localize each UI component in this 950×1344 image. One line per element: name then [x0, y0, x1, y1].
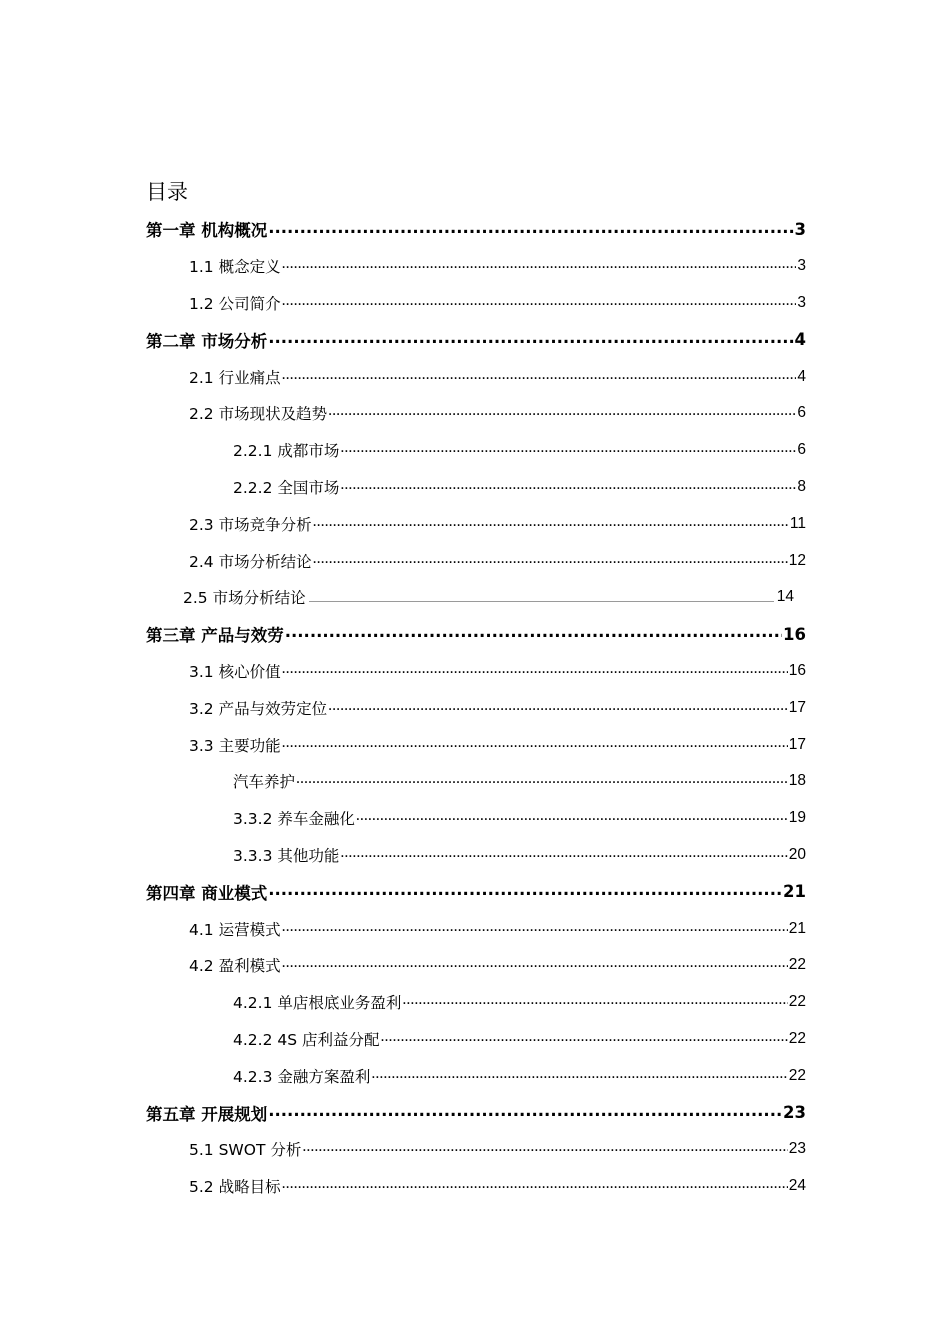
- toc-title: 目录: [146, 180, 188, 204]
- toc-leader: [356, 810, 788, 826]
- toc-subsection[interactable]: [0, 469, 950, 506]
- toc-chapter-3[interactable]: [0, 616, 950, 653]
- toc-section[interactable]: [0, 910, 950, 947]
- toc-chapter-2[interactable]: [0, 321, 950, 358]
- toc-entry-label: 第二章 市场分析: [146, 328, 268, 352]
- toc-entry-label: 2.5 市场分析结论: [183, 586, 307, 608]
- toc-subsection[interactable]: [0, 1057, 950, 1094]
- toc-section[interactable]: [0, 1131, 950, 1168]
- toc-entry-label: 1.1 概念定义: [189, 255, 282, 277]
- toc-entry-label: 4.2.1 单店根底业务盈利: [233, 991, 402, 1013]
- toc-entry-label: 第一章 机构概况: [146, 217, 268, 241]
- toc-page-number: 21: [788, 919, 806, 937]
- toc-page-number: 11: [789, 514, 806, 532]
- toc-section[interactable]: [0, 358, 950, 395]
- toc-leader: [268, 221, 793, 238]
- toc-entry-label: 3.3.2 养车金融化: [233, 807, 356, 829]
- toc-leader: [268, 1104, 782, 1121]
- toc-chapter-4[interactable]: [0, 873, 950, 910]
- toc-page-number: 20: [788, 845, 806, 863]
- toc-page-number: 3: [797, 257, 806, 275]
- toc-leader: [285, 626, 782, 643]
- toc-entry-label: 第四章 商业模式: [146, 880, 268, 904]
- toc-section[interactable]: [0, 542, 950, 579]
- toc-page-number: 14: [776, 588, 794, 606]
- toc-entry-label: 第五章 开展规划: [146, 1101, 268, 1125]
- toc-leader-line: [309, 593, 774, 602]
- toc-page-number: 6: [797, 404, 806, 422]
- toc-leader: [381, 1031, 788, 1047]
- toc-entry-label: 1.2 公司简介: [189, 292, 282, 314]
- toc-page-number: 17: [788, 735, 806, 753]
- toc-section[interactable]: [0, 505, 950, 542]
- toc-page-number: 22: [788, 956, 806, 974]
- toc-leader: [268, 332, 793, 349]
- toc-page-number: 22: [788, 993, 806, 1011]
- toc-leader: [268, 883, 782, 900]
- toc-page-number: 18: [788, 772, 806, 790]
- toc-page-number: 16: [783, 624, 806, 644]
- toc-section[interactable]: [0, 1168, 950, 1205]
- toc-page-number: 24: [788, 1177, 806, 1195]
- toc-page-number: 16: [788, 661, 806, 679]
- toc-entry-label: 汽车养护: [233, 770, 296, 792]
- toc-page-number: 22: [788, 1029, 806, 1047]
- toc-page-number: 4: [794, 330, 806, 350]
- toc-leader: [282, 921, 788, 937]
- toc-section[interactable]: [0, 395, 950, 432]
- toc-subsection[interactable]: [0, 1021, 950, 1058]
- toc-chapter-5[interactable]: [0, 1094, 950, 1131]
- toc-leader: [296, 773, 788, 789]
- toc-entry-label: 5.2 战略目标: [189, 1175, 282, 1197]
- toc-subsection[interactable]: [0, 984, 950, 1021]
- toc-leader: [340, 442, 796, 458]
- toc-entry-label: 2.3 市场竞争分析: [189, 513, 313, 535]
- toc-page-number: 6: [797, 441, 806, 459]
- toc-page-number: 4: [797, 367, 806, 385]
- toc-chapter-1[interactable]: [0, 211, 950, 248]
- toc-leader: [302, 1141, 787, 1157]
- toc-entry-label: 2.2.2 全国市场: [233, 476, 340, 498]
- toc-subsection[interactable]: [0, 432, 950, 469]
- toc-entry-label: 2.2.1 成都市场: [233, 439, 340, 461]
- toc-page-number: 23: [788, 1140, 806, 1158]
- toc-leader: [282, 737, 788, 753]
- toc-section[interactable]: [0, 285, 950, 322]
- toc-entry-label: 4.2.3 金融方案盈利: [233, 1065, 371, 1087]
- toc-leader: [282, 369, 797, 385]
- toc-section[interactable]: [0, 653, 950, 690]
- toc-subsection[interactable]: [0, 800, 950, 837]
- toc-page-number: 8: [797, 477, 806, 495]
- toc-subsection[interactable]: [0, 837, 950, 874]
- toc-page-number: 21: [783, 882, 806, 902]
- toc-leader: [340, 479, 796, 495]
- toc-entry-label: 2.4 市场分析结论: [189, 550, 313, 572]
- toc-entry-label: 3.3 主要功能: [189, 734, 282, 756]
- table-of-contents: [0, 211, 950, 1205]
- toc-entry-label: 4.2.2 4S 店利益分配: [233, 1028, 381, 1050]
- toc-leader: [313, 516, 789, 532]
- toc-leader: [313, 553, 788, 569]
- toc-leader: [282, 295, 797, 311]
- toc-section[interactable]: [0, 947, 950, 984]
- toc-leader: [371, 1068, 787, 1084]
- toc-section[interactable]: [0, 689, 950, 726]
- toc-entry-label: 2.1 行业痛点: [189, 366, 282, 388]
- toc-entry-label: 4.2 盈利模式: [189, 954, 282, 976]
- toc-page-number: 3: [794, 219, 806, 239]
- toc-page-number: 22: [788, 1066, 806, 1084]
- toc-entry-label: 第三章 产品与效劳: [146, 622, 285, 646]
- toc-leader: [282, 258, 797, 274]
- toc-entry-label: 2.2 市场现状及趋势: [189, 402, 328, 424]
- toc-page-number: 17: [788, 698, 806, 716]
- toc-leader: [402, 994, 787, 1010]
- toc-leader: [340, 847, 787, 863]
- toc-section[interactable]: [0, 248, 950, 285]
- toc-section[interactable]: [0, 726, 950, 763]
- toc-entry-label: 3.2 产品与效劳定位: [189, 697, 328, 719]
- toc-entry-label: 3.3.3 其他功能: [233, 844, 340, 866]
- toc-leader: [282, 663, 788, 679]
- toc-page-number: 3: [797, 293, 806, 311]
- toc-leader: [282, 1178, 788, 1194]
- toc-page-number: 19: [788, 809, 806, 827]
- toc-page-number: 23: [783, 1103, 806, 1123]
- toc-subsection[interactable]: [0, 763, 950, 800]
- toc-section[interactable]: [0, 579, 950, 616]
- toc-entry-label: 5.1 SWOT 分析: [189, 1138, 302, 1160]
- toc-leader: [282, 957, 788, 973]
- toc-leader: [328, 700, 788, 716]
- toc-page-number: 12: [788, 551, 806, 569]
- toc-entry-label: 4.1 运营模式: [189, 918, 282, 940]
- toc-leader: [328, 405, 796, 421]
- toc-entry-label: 3.1 核心价值: [189, 660, 282, 682]
